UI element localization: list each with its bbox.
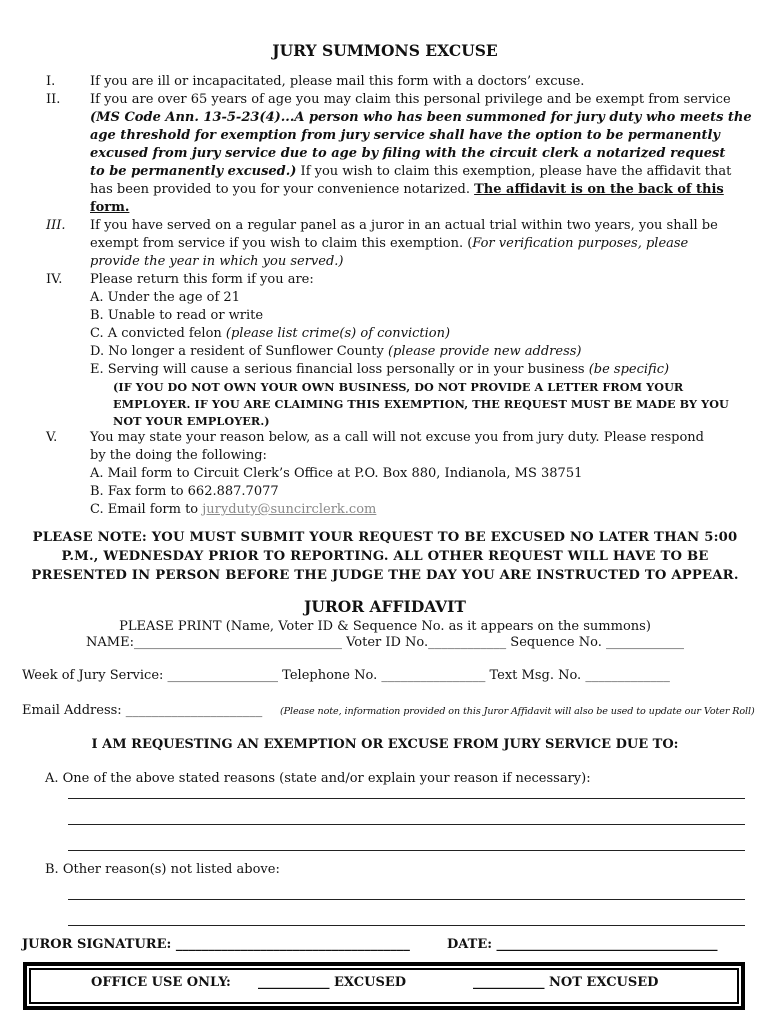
section-ii-statute: (MS Code Ann. 13-5-23(4)...A person who has been summoned for jury duty who meets the xyxy=(90,110,752,125)
section-ii-statute: age threshold for exemption from jury service shall have the option to be permanently xyxy=(90,128,720,143)
list-item: B. Unable to read or write xyxy=(90,308,264,323)
section-ii-text: If you wish to claim this exemption, please have the affidavit that xyxy=(296,164,732,179)
list-item xyxy=(90,361,669,379)
reason-b-label: B. Other reason(s) not listed above: xyxy=(45,862,280,877)
list-item-note: (be specific) xyxy=(588,362,670,377)
affidavit-note: The affidavit is on the back of this xyxy=(474,182,724,197)
page-title: JURY SUMMONS EXCUSE xyxy=(272,41,498,60)
deadline-note: P.M., WEDNESDAY PRIOR TO REPORTING. ALL OTHER REQUEST WILL HAVE TO BE xyxy=(61,549,709,564)
exemption-request-heading: I AM REQUESTING AN EXEMPTION OR EXCUSE FROM JURY SERVICE DUE TO: xyxy=(91,737,679,752)
excused-field[interactable]: ___________ EXCUSED xyxy=(258,975,407,990)
reason-a-line[interactable] xyxy=(68,824,745,825)
reason-b-line[interactable] xyxy=(68,925,745,926)
section-ii-statute-end: to be permanently excused.) xyxy=(90,164,297,179)
employer-warning: (IF YOU DO NOT OWN YOUR OWN BUSINESS, DO NOT PROVIDE A LETTER FROM YOUR xyxy=(113,380,684,394)
section-i-text: If you are ill or incapacitated, please mail this form with a doctors’ excuse. xyxy=(90,74,585,89)
section-iii-text: exempt from service if you wish to claim this exemption. ( xyxy=(90,236,473,251)
section-ii-text: has been provided to you for your convenience notarized. xyxy=(90,182,475,197)
name-voter-sequence-fields[interactable]: NAME:________________________________ Voter ID No.____________ Sequence No. ____________ xyxy=(86,635,684,650)
list-item xyxy=(90,343,582,361)
list-item: B. Fax form to 662.887.7077 xyxy=(90,484,279,499)
section-number: II. xyxy=(46,92,61,107)
list-item xyxy=(90,325,450,343)
employer-warning: NOT YOUR EMPLOYER.) xyxy=(113,414,270,428)
section-number: I. xyxy=(46,74,56,89)
deadline-note: PLEASE NOTE: YOU MUST SUBMIT YOUR REQUEST TO BE EXCUSED NO LATER THAN 5:00 xyxy=(32,530,738,545)
date-field[interactable]: DATE: __________________________________ xyxy=(447,937,718,952)
juror-signature-field[interactable]: JUROR SIGNATURE: ____________________________________ xyxy=(22,937,410,952)
section-number: III. xyxy=(46,218,66,233)
list-item-text: C. Email form to xyxy=(90,502,203,517)
employer-warning: EMPLOYER. IF YOU ARE CLAIMING THIS EXEMPTION, THE REQUEST MUST BE MADE BY YOU xyxy=(113,397,729,411)
section-ii-line: If you are over 65 years of age you may claim this personal privilege and be exempt from service xyxy=(90,92,731,107)
list-item-text: D. No longer a resident of Sunflower County xyxy=(90,344,388,359)
reason-a-label: A. One of the above stated reasons (state and/or explain your reason if necessary): xyxy=(45,771,591,786)
week-phone-text-fields[interactable]: Week of Jury Service: _________________ Telephone No. ________________ Text Msg. No. _____________ xyxy=(22,668,670,683)
list-item-note: (please list crime(s) of conviction) xyxy=(225,326,451,341)
section-ii-statute: excused from jury service due to age by filing with the circuit clerk a notarized request xyxy=(90,146,726,161)
affidavit-note: form. xyxy=(90,200,130,215)
affidavit-title: JUROR AFFIDAVIT xyxy=(304,597,466,616)
section-number: IV. xyxy=(46,272,63,287)
section-v-line: by the doing the following: xyxy=(90,448,267,463)
list-item: A. Under the age of 21 xyxy=(90,290,240,305)
office-use-label: OFFICE USE ONLY: xyxy=(91,975,231,990)
email-link[interactable]: juryduty@suncirclerk.com xyxy=(202,502,377,517)
list-item-note: (please provide new address) xyxy=(387,344,582,359)
voter-roll-note: (Please note, information provided on this Juror Affidavit will also be used to update our Voter Roll) xyxy=(280,706,755,717)
section-v-line: You may state your reason below, as a call will not excuse you from jury duty. Please respond xyxy=(90,430,704,445)
section-iv-intro: Please return this form if you are: xyxy=(90,272,314,287)
list-item xyxy=(90,501,376,519)
section-iii-line xyxy=(90,235,688,253)
section-iii-italic: provide the year in which you served.) xyxy=(90,254,344,269)
list-item: A. Mail form to Circuit Clerk’s Office at P.O. Box 880, Indianola, MS 38751 xyxy=(90,466,583,481)
list-item-text: E. Serving will cause a serious financial loss personally or in your business xyxy=(90,362,589,377)
print-note: PLEASE PRINT (Name, Voter ID & Sequence No. as it appears on the summons) xyxy=(119,619,651,634)
reason-a-line[interactable] xyxy=(68,850,745,851)
reason-a-line[interactable] xyxy=(68,798,745,799)
section-iii-italic: For verification purposes, please xyxy=(472,236,689,251)
not-excused-field[interactable]: ___________ NOT EXCUSED xyxy=(473,975,659,990)
section-ii-line xyxy=(90,181,724,199)
section-iii-line: If you have served on a regular panel as a juror in an actual trial within two years, you shall be xyxy=(90,218,718,233)
section-ii-line xyxy=(90,163,731,181)
email-address-field[interactable]: Email Address: _____________________ xyxy=(22,703,263,718)
deadline-note: PRESENTED IN PERSON BEFORE THE JUDGE THE DAY YOU ARE INSTRUCTED TO APPEAR. xyxy=(31,568,739,583)
section-number: V. xyxy=(46,430,58,445)
list-item-text: C. A convicted felon xyxy=(90,326,226,341)
reason-b-line[interactable] xyxy=(68,899,745,900)
